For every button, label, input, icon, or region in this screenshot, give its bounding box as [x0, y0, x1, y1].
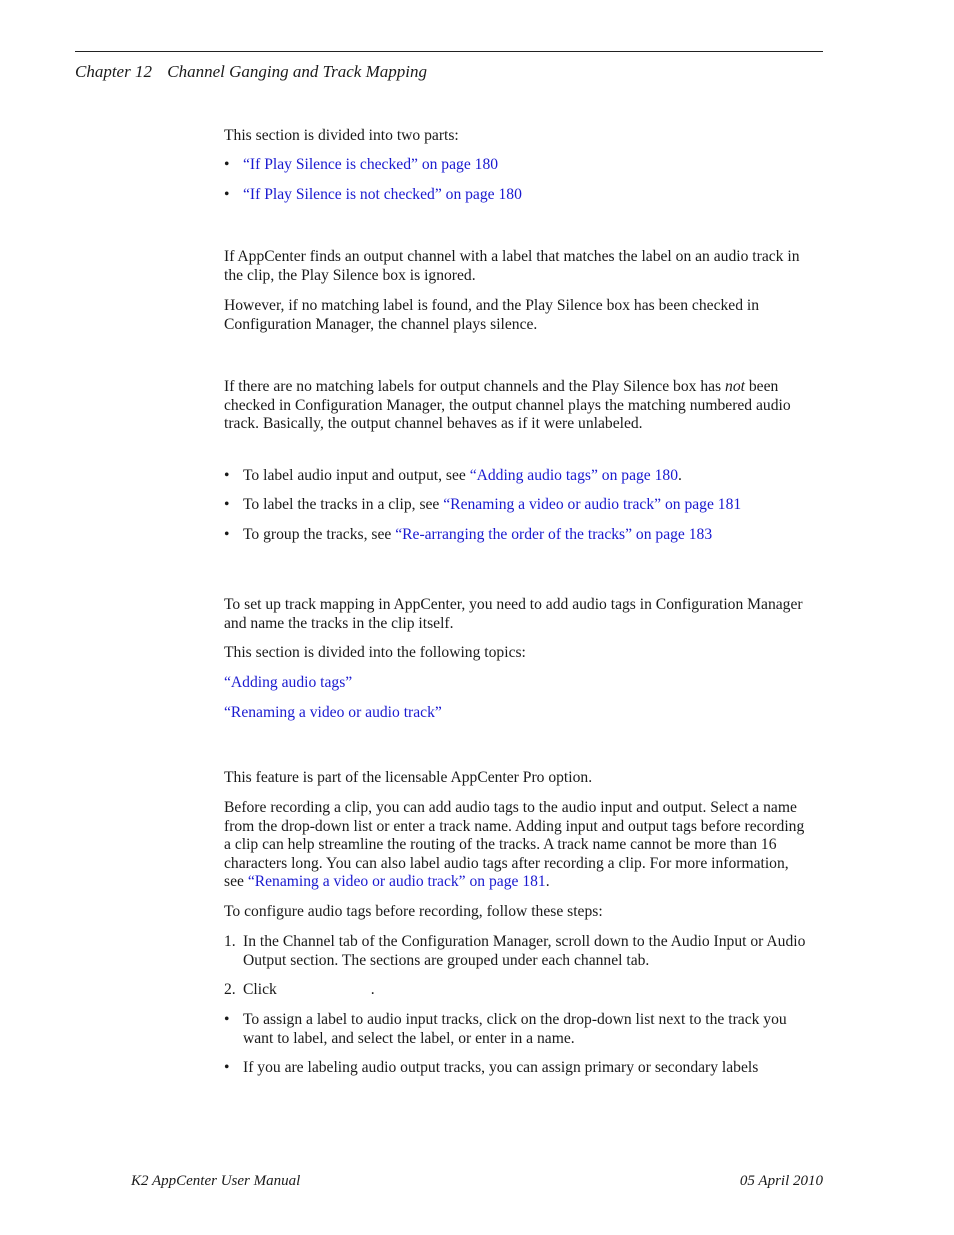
link-play-silence-checked[interactable]: “If Play Silence is checked” on page 180 — [243, 156, 499, 173]
text-run: . — [545, 873, 550, 890]
bullet-mark: • — [224, 156, 230, 173]
text-run: . — [370, 981, 375, 998]
bullet-text: If you are labeling audio output tracks, you can assign primary or secondary labels — [243, 1059, 759, 1076]
chapter-title: Channel Ganging and Track Mapping — [167, 62, 427, 81]
step-text — [243, 981, 809, 1000]
section-intro: This section is divided into two parts: — [224, 127, 459, 144]
link-play-silence-not-checked[interactable]: “If Play Silence is not checked” on page 180 — [243, 186, 522, 203]
text-run: Click — [243, 981, 277, 998]
text-run: To group the tracks, see — [243, 526, 396, 543]
link-adding-audio-tags-topic[interactable]: “Adding audio tags” — [224, 674, 353, 691]
paragraph: To configure audio tags before recording, follow these steps: — [224, 903, 603, 920]
footer-manual-title: K2 AppCenter User Manual — [131, 1173, 301, 1189]
paragraph: This feature is part of the licensable AppCenter Pro option. — [224, 769, 593, 786]
text-run: been checked in Configuration Manager, the output channel plays the matching numbered audio track. Basically, the output channel behaves as if it were unlabeled. — [224, 378, 791, 432]
link-renaming-track-inline[interactable]: “Renaming a video or audio track” on page 181 — [247, 873, 546, 890]
link-rearranging-tracks[interactable]: “Re-arranging the order of the tracks” on page 183 — [395, 526, 713, 543]
bullet-mark: • — [224, 186, 230, 203]
paragraph — [224, 378, 809, 434]
bullet-mark: • — [224, 526, 230, 543]
paragraph: However, if no matching label is found, and the Play Silence box has been checked in Configuration Manager, the channel plays silence. — [224, 297, 760, 333]
chapter-number: Chapter 12 — [75, 62, 152, 81]
bullet-mark: • — [224, 1059, 230, 1076]
text-run: To label the tracks in a clip, see — [243, 496, 444, 513]
header-rule — [75, 51, 823, 52]
paragraph: To set up track mapping in AppCenter, you need to add audio tags in Configuration Manager and name the tracks in the clip itself. — [224, 596, 803, 632]
text-run: If there are no matching labels for output channels and the Play Silence box has — [224, 378, 726, 395]
step-number: 2. — [224, 981, 236, 998]
step-text: In the Channel tab of the Configuration Manager, scroll down to the Audio Input or Audio Output section. The sections are grouped under each channel tab. — [243, 933, 806, 969]
bullet-mark: • — [224, 467, 230, 484]
link-renaming-track-topic[interactable]: “Renaming a video or audio track” — [224, 704, 442, 721]
bullet-mark: • — [224, 496, 230, 513]
emphasis: not — [725, 378, 745, 395]
link-adding-audio-tags[interactable]: “Adding audio tags” on page 180 — [469, 467, 679, 484]
paragraph: If AppCenter finds an output channel with a label that matches the label on an audio track in the clip, the Play Silence box is ignored. — [224, 248, 800, 284]
text-run: . — [678, 467, 682, 484]
text-run: Before recording a clip, you can add audio tags to the audio input and output. Select a name from the drop-down list or enter a track name. Adding input and output tags before recording a clip can help streamline the routing of the tracks. A track name cannot be more than 16 characters long. You can also label audio tags after recording a clip. For more information, see — [224, 799, 805, 890]
step-number: 1. — [224, 933, 236, 950]
paragraph: This section is divided into the following topics: — [224, 644, 526, 661]
footer-date: 05 April 2010 — [739, 1173, 823, 1189]
bullet-text: To assign a label to audio input tracks, click on the drop-down list next to the track you want to label, and select the label, or enter in a name. — [243, 1011, 787, 1047]
paragraph — [224, 799, 809, 892]
bullet-mark: • — [224, 1011, 230, 1028]
link-renaming-track[interactable]: “Renaming a video or audio track” on page 181 — [443, 496, 742, 513]
text-run: To label audio input and output, see — [243, 467, 470, 484]
running-header — [75, 62, 427, 82]
